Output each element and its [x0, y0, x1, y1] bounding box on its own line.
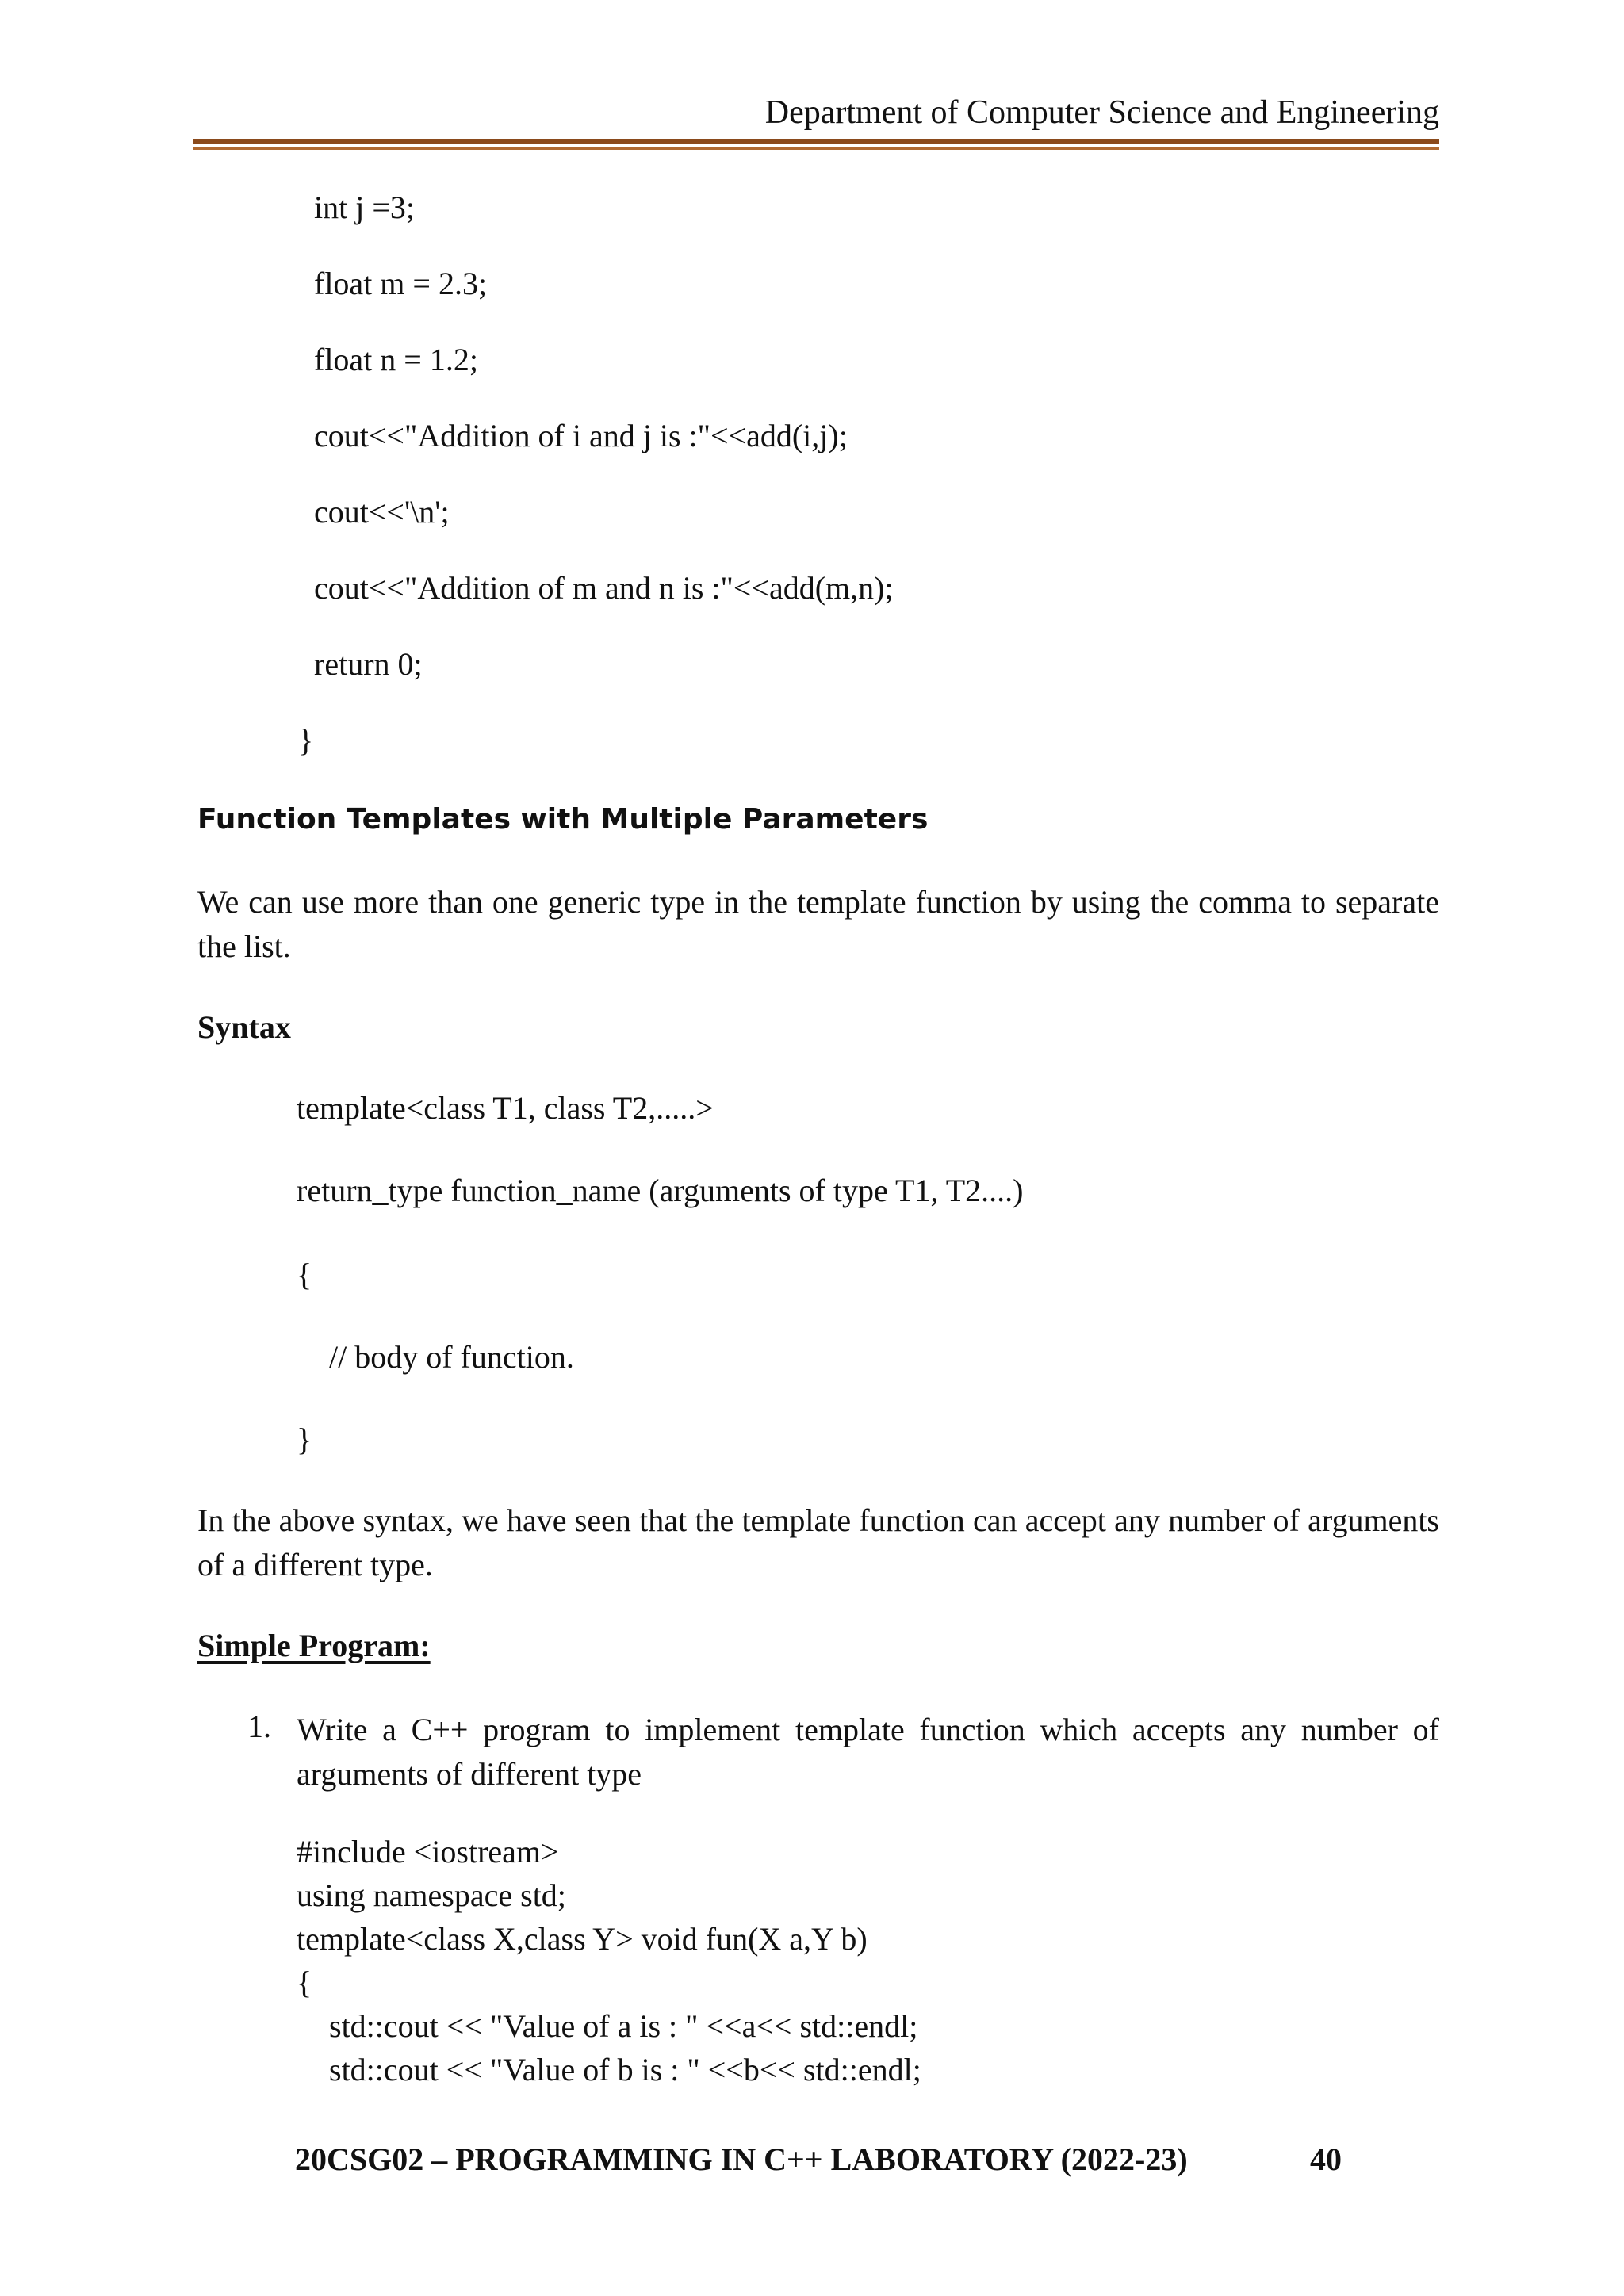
- code-line: cout<<'\n';: [314, 494, 450, 530]
- program-code-line: template<class X,class Y> void fun(X a,Y b): [297, 1921, 868, 1957]
- code-closing-brace: }: [298, 722, 314, 758]
- list-item-number: 1.: [247, 1709, 271, 1744]
- program-heading: Simple Program:: [197, 1628, 431, 1663]
- syntax-line: template<class T1, class T2,.....>: [297, 1090, 714, 1126]
- syntax-line: {: [297, 1257, 312, 1292]
- syntax-heading: Syntax: [197, 1009, 291, 1045]
- page-number: 40: [1310, 2141, 1342, 2177]
- program-code-line: std::cout << "Value of b is : " <<b<< std::endl;: [329, 2052, 921, 2087]
- code-line: float m = 2.3;: [314, 266, 488, 301]
- header-rule-thin: [193, 147, 1439, 150]
- program-code-line: #include <iostream>: [297, 1834, 559, 1869]
- code-line: return 0;: [314, 646, 423, 682]
- code-line: cout<<"Addition of m and n is :"<<add(m,n);: [314, 570, 894, 606]
- syntax-line: }: [297, 1422, 312, 1457]
- header-rule-thick: [193, 139, 1439, 144]
- syntax-line: // body of function.: [329, 1339, 574, 1375]
- syntax-note-paragraph: In the above syntax, we have seen that the template function can accept any number of arguments of a different type.: [197, 1502, 1439, 1582]
- page-header-department: Department of Computer Science and Engineering: [764, 94, 1439, 131]
- syntax-line: return_type function_name (arguments of type T1, T2....): [297, 1173, 1024, 1208]
- section-intro-paragraph: We can use more than one generic type in the template function by using the comma to separate the list.: [197, 884, 1439, 964]
- program-code-line: {: [297, 1965, 312, 2000]
- program-code-line: using namespace std;: [297, 1877, 566, 1913]
- code-line: float n = 1.2;: [314, 342, 478, 377]
- code-line: int j =3;: [314, 189, 416, 225]
- program-code-line: std::cout << "Value of a is : " <<a<< std::endl;: [329, 2008, 918, 2044]
- list-item-text: Write a C++ program to implement template function which accepts any number of arguments of different type: [297, 1712, 1439, 1792]
- footer-course-title: 20CSG02 – PROGRAMMING IN C++ LABORATORY (2022-23): [295, 2141, 1188, 2177]
- code-line: cout<<"Addition of i and j is :"<<add(i,j);: [314, 418, 848, 453]
- section-heading: Function Templates with Multiple Parameters: [197, 803, 929, 836]
